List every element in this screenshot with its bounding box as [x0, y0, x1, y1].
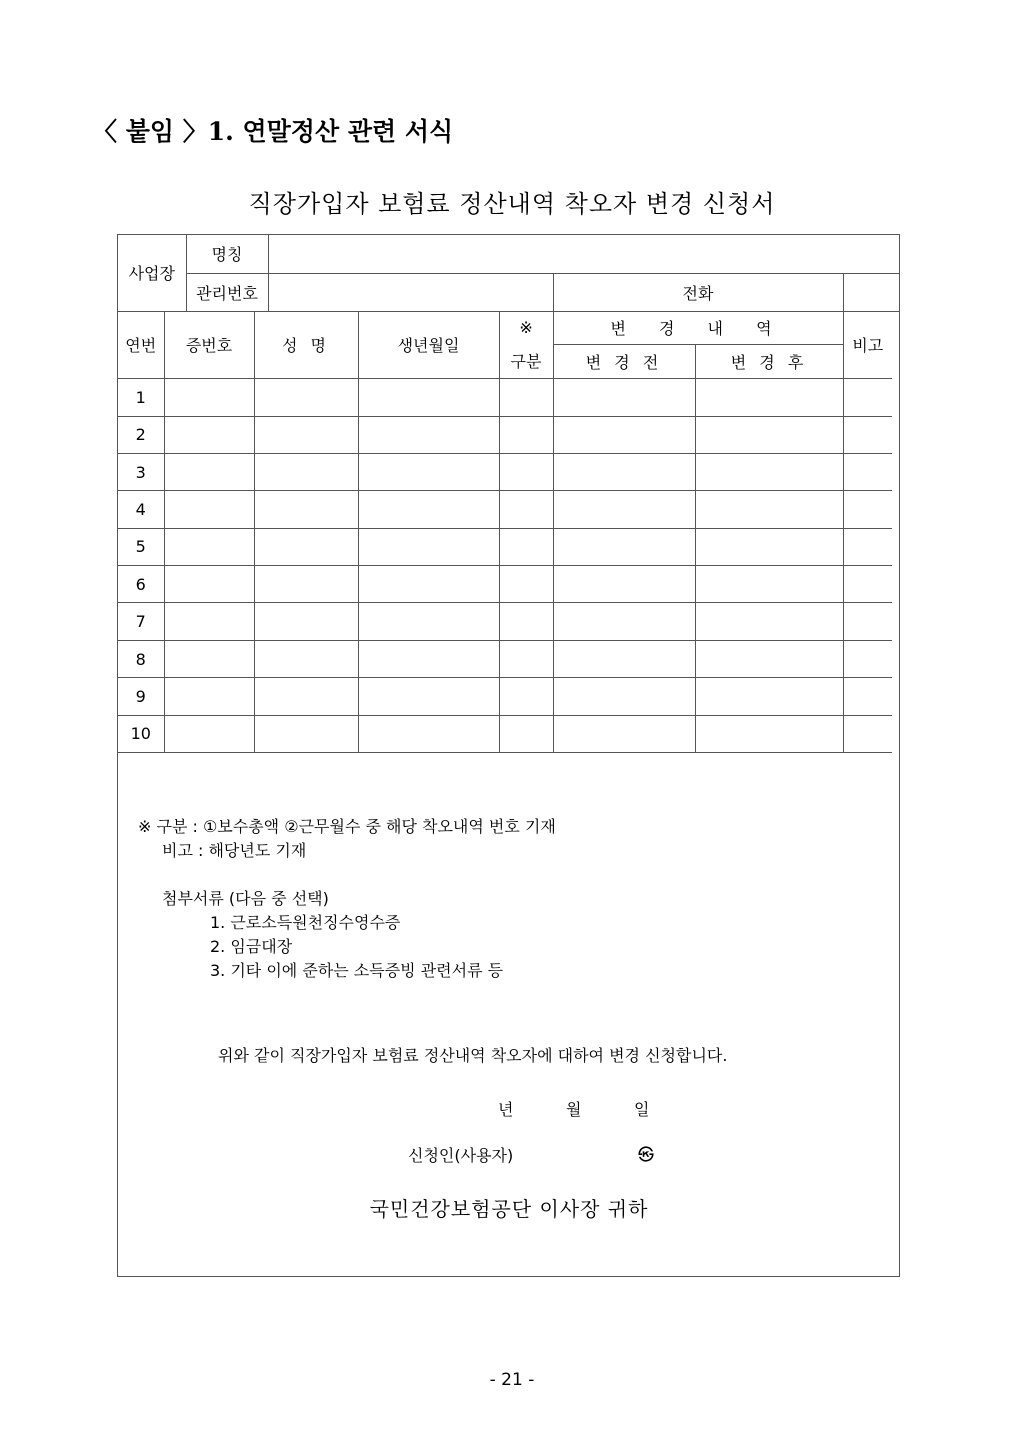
card-number-cell[interactable] [164, 491, 254, 528]
type-cell[interactable] [499, 603, 553, 640]
note-cell[interactable] [843, 378, 892, 416]
workplace-mgmt-row [118, 273, 900, 311]
form-notes [138, 815, 556, 983]
type-cell[interactable] [499, 416, 553, 453]
row-number: 2 [118, 416, 164, 453]
col-type-mark: ※ [499, 311, 553, 344]
col-card-header: 증번호 [164, 311, 254, 378]
column-header-row-1 [118, 311, 900, 344]
birth-date-cell[interactable] [358, 640, 499, 677]
table-row [118, 566, 900, 603]
birth-date-cell[interactable] [358, 566, 499, 603]
name-cell[interactable] [254, 715, 358, 752]
type-cell[interactable] [499, 715, 553, 752]
after-cell[interactable] [695, 566, 843, 603]
seal-mark: ㉿ [638, 1145, 655, 1164]
note-cell[interactable] [843, 491, 892, 528]
note-cell[interactable] [843, 640, 892, 677]
note-cell[interactable] [843, 416, 892, 453]
row-number: 4 [118, 491, 164, 528]
row-number: 3 [118, 453, 164, 490]
form-title: 직장가입자 보험료 정산내역 착오자 변경 신청서 [248, 190, 776, 218]
after-cell[interactable] [695, 416, 843, 453]
name-cell[interactable] [254, 640, 358, 677]
col-name-header: 성 명 [254, 311, 358, 378]
before-cell[interactable] [553, 640, 695, 677]
addressee: 국민건강보험공단 이사장 귀하 [369, 1197, 649, 1221]
row-number: 5 [118, 528, 164, 565]
name-cell[interactable] [254, 416, 358, 453]
col-change-header: 변 경 내 역 [553, 311, 843, 344]
after-cell[interactable] [695, 603, 843, 640]
type-cell[interactable] [499, 378, 553, 416]
attachment-item: 1. 근로소득원천징수영수증 [210, 913, 401, 932]
birth-date-cell[interactable] [358, 678, 499, 715]
type-cell[interactable] [499, 528, 553, 565]
birth-date-cell[interactable] [358, 491, 499, 528]
day-label: 일 [634, 1100, 650, 1119]
name-cell[interactable] [254, 603, 358, 640]
name-cell[interactable] [254, 378, 358, 416]
attachment-title: 첨부서류 (다음 중 선택) [162, 889, 329, 908]
note-cell[interactable] [843, 453, 892, 490]
birth-date-cell[interactable] [358, 378, 499, 416]
before-cell[interactable] [553, 678, 695, 715]
card-number-cell[interactable] [164, 453, 254, 490]
mgmt-number-label: 관리번호 [186, 273, 268, 311]
remark-note: 비고 : 해당년도 기재 [162, 841, 307, 860]
card-number-cell[interactable] [164, 378, 254, 416]
type-cell[interactable] [499, 491, 553, 528]
note-cell[interactable] [843, 528, 892, 565]
form-table [118, 235, 900, 753]
after-cell[interactable] [695, 678, 843, 715]
phone-label: 전화 [553, 273, 843, 311]
type-cell[interactable] [499, 678, 553, 715]
before-cell[interactable] [553, 528, 695, 565]
month-label: 월 [566, 1100, 582, 1119]
type-note: ※ 구분 : ①보수총액 ②근무월수 중 해당 착오내역 번호 기재 [138, 817, 556, 836]
type-cell[interactable] [499, 640, 553, 677]
attachment-item: 2. 임금대장 [210, 937, 293, 956]
page-number: - 21 - [489, 1370, 535, 1390]
after-cell[interactable] [695, 528, 843, 565]
birth-date-cell[interactable] [358, 603, 499, 640]
applicant-label: 신청인(사용자) [408, 1146, 514, 1165]
after-cell[interactable] [695, 715, 843, 752]
note-cell[interactable] [843, 678, 892, 715]
table-row [118, 603, 900, 640]
name-cell[interactable] [254, 528, 358, 565]
after-cell[interactable] [695, 640, 843, 677]
col-before-header: 변 경 전 [553, 344, 695, 378]
year-label: 년 [498, 1100, 514, 1119]
birth-date-cell[interactable] [358, 453, 499, 490]
table-row [118, 640, 900, 677]
row-number: 8 [118, 640, 164, 677]
before-cell[interactable] [553, 603, 695, 640]
card-number-cell[interactable] [164, 678, 254, 715]
table-row [118, 453, 900, 490]
after-cell[interactable] [695, 453, 843, 490]
type-cell[interactable] [499, 566, 553, 603]
before-cell[interactable] [553, 566, 695, 603]
row-number: 6 [118, 566, 164, 603]
mgmt-number-field[interactable] [268, 273, 553, 311]
note-cell[interactable] [843, 603, 892, 640]
table-row [118, 678, 900, 715]
row-number: 9 [118, 678, 164, 715]
note-cell[interactable] [843, 715, 892, 752]
table-row [118, 528, 900, 565]
phone-field[interactable] [843, 273, 900, 311]
workplace-name-label: 명칭 [186, 235, 268, 273]
row-number: 1 [118, 378, 164, 416]
attachment-item: 3. 기타 이에 준하는 소득증빙 관련서류 등 [210, 961, 504, 980]
table-row [118, 491, 900, 528]
attachment-header: 〈 붙임 〉1. 연말정산 관련 서식 [92, 117, 454, 146]
col-after-header: 변 경 후 [695, 344, 843, 378]
date-line [498, 1097, 702, 1120]
card-number-cell[interactable] [164, 640, 254, 677]
row-number: 10 [118, 715, 164, 752]
row-number: 7 [118, 603, 164, 640]
note-cell[interactable] [843, 566, 892, 603]
birth-date-cell[interactable] [358, 416, 499, 453]
card-number-cell[interactable] [164, 528, 254, 565]
birth-date-cell[interactable] [358, 528, 499, 565]
card-number-cell[interactable] [164, 416, 254, 453]
col-seq-header: 연번 [118, 311, 164, 378]
birth-date-cell[interactable] [358, 715, 499, 752]
application-form [117, 234, 900, 1277]
name-cell[interactable] [254, 491, 358, 528]
after-cell[interactable] [695, 378, 843, 416]
before-cell[interactable] [553, 491, 695, 528]
before-cell[interactable] [553, 715, 695, 752]
workplace-name-field[interactable] [268, 235, 892, 273]
table-row [118, 715, 900, 752]
name-cell[interactable] [254, 678, 358, 715]
data-rows [118, 378, 900, 753]
card-number-cell[interactable] [164, 603, 254, 640]
name-cell[interactable] [254, 566, 358, 603]
col-type-header: 구분 [499, 344, 553, 378]
table-row [118, 416, 900, 453]
name-cell[interactable] [254, 453, 358, 490]
declaration-text: 위와 같이 직장가입자 보험료 정산내역 착오자에 대하여 변경 신청합니다. [218, 1046, 728, 1065]
card-number-cell[interactable] [164, 715, 254, 752]
type-cell[interactable] [499, 453, 553, 490]
col-birth-header: 생년월일 [358, 311, 499, 378]
workplace-name-row [118, 235, 900, 273]
before-cell[interactable] [553, 378, 695, 416]
workplace-label: 사업장 [118, 235, 186, 311]
col-note-header: 비고 [843, 311, 892, 378]
card-number-cell[interactable] [164, 566, 254, 603]
after-cell[interactable] [695, 491, 843, 528]
table-row [118, 378, 900, 416]
before-cell[interactable] [553, 453, 695, 490]
before-cell[interactable] [553, 416, 695, 453]
